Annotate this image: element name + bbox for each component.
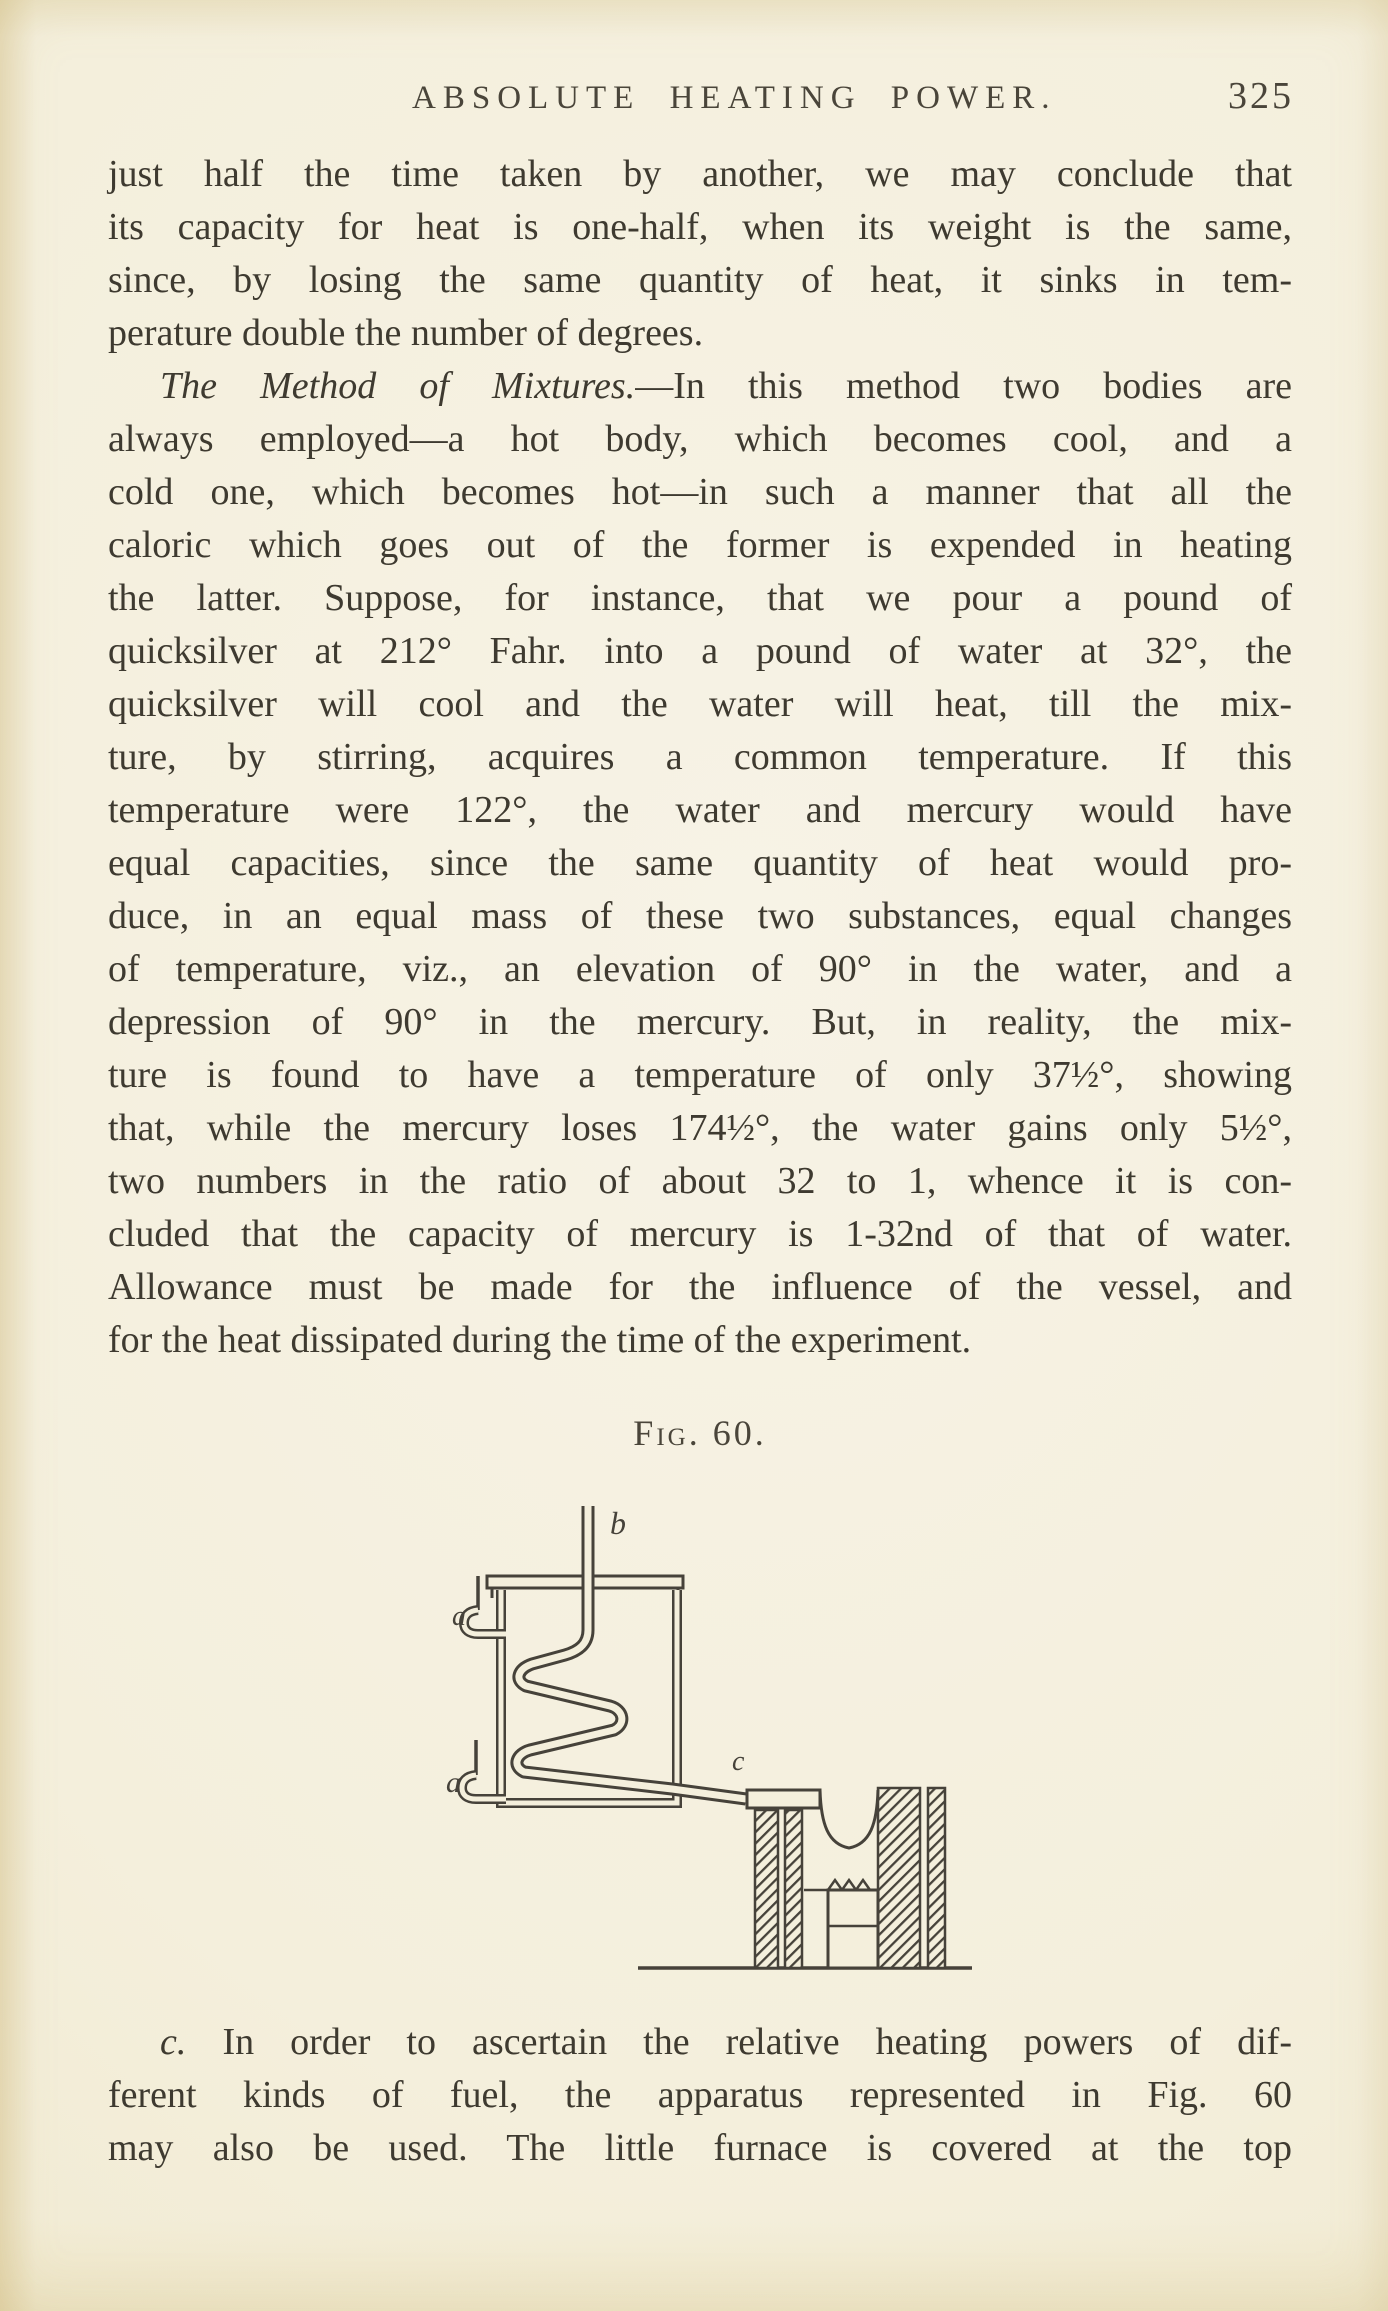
text-line: ferent kinds of fuel, the apparatus represented in Fig. 60 (108, 2074, 1292, 2116)
text-line: quicksilver will cool and the water will heat, till the mix- (108, 683, 1292, 725)
running-title: ABSOLUTE HEATING POWER. (412, 80, 1057, 116)
text-line: two numbers in the ratio of about 32 to 1, whence it is con- (108, 1160, 1292, 1202)
text-line: quicksilver at 212° Fahr. into a pound of water at 32°, the (108, 630, 1292, 672)
text-line: the latter. Suppose, for instance, that we pour a pound of (108, 577, 1292, 619)
body-text-main (108, 148, 1292, 1367)
text-line: since, by losing the same quantity of heat, it sinks in tem- (108, 259, 1292, 301)
text-line: just half the time taken by another, we may conclude that (108, 153, 1292, 195)
text-line: cold one, which becomes hot—in such a manner that all the (108, 471, 1292, 513)
text-line: may also be used. The little furnace is covered at the top (108, 2127, 1292, 2169)
text-line: Allowance must be made for the influence of the vessel, and (108, 1266, 1292, 1308)
figure-60 (370, 1492, 990, 1992)
furnace-wall-left-outer (755, 1810, 778, 1968)
page-header (0, 72, 1388, 122)
crucible-cavity (820, 1790, 878, 1848)
text-line: temperature were 122°, the water and mercury would have (108, 789, 1292, 831)
text-line: for the heat dissipated during the time of the experiment. (108, 1319, 972, 1361)
furnace-wall-left-inner (785, 1810, 802, 1968)
text-line: c. In order to ascertain the relative heating powers of dif- (160, 2021, 1292, 2063)
figure-caption: Fig. 60. (633, 1413, 767, 1453)
page-number: 325 (1228, 75, 1294, 117)
text-line: its capacity for heat is one-half, when its weight is the same, (108, 206, 1292, 248)
apparatus-illustration (370, 1492, 990, 1992)
text-line: depression of 90° in the mercury. But, in reality, the mix- (108, 1001, 1292, 1043)
text-line: ture, by stirring, acquires a common temperature. If this (108, 736, 1292, 778)
furnace-top-slab (747, 1790, 820, 1808)
text-line: ture is found to have a temperature of only 37½°, showing (108, 1054, 1292, 1096)
furnace-wall-right-inner (878, 1788, 920, 1968)
text-line: cluded that the capacity of mercury is 1-32nd of that of water. (108, 1213, 1292, 1255)
label-a-upper: a (452, 1601, 466, 1632)
furnace (747, 1788, 945, 1968)
ash-pit (828, 1890, 878, 1968)
label-a-lower: a (446, 1766, 461, 1799)
body-text-after-figure (108, 2016, 1292, 2175)
label-b: b (610, 1505, 626, 1541)
text-line: duce, in an equal mass of these two substances, equal changes (108, 895, 1292, 937)
text-line: perature double the number of degrees. (108, 312, 704, 354)
text-line: that, while the mercury loses 174½°, the water gains only 5½°, (108, 1107, 1292, 1149)
text-line: always employed—a hot body, which becomes cool, and a (108, 418, 1292, 460)
text-line: equal capacities, since the same quantity of heat would pro- (108, 842, 1292, 884)
furnace-wall-right-outer (928, 1788, 945, 1968)
label-c: c (732, 1746, 745, 1777)
text-line: The Method of Mixtures.—In this method two bodies are (160, 365, 1292, 407)
worm-tube (517, 1506, 746, 1799)
text-line: of temperature, viz., an elevation of 90° in the water, and a (108, 948, 1292, 990)
text-line: caloric which goes out of the former is expended in heating (108, 524, 1292, 566)
